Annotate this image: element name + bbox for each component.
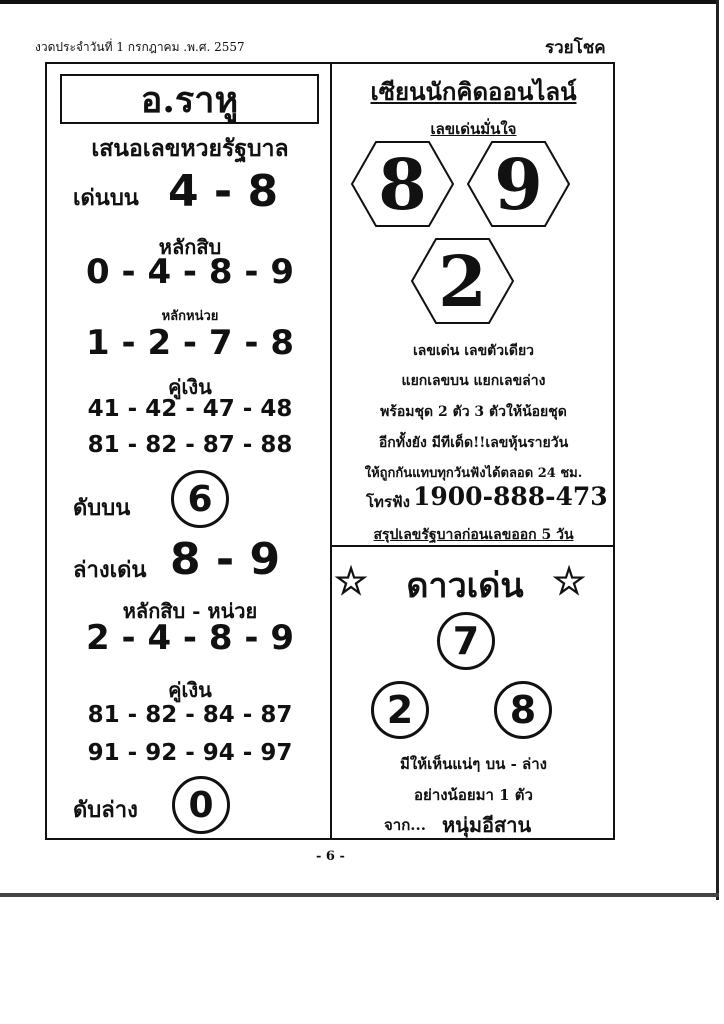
promo-line-2: แยกเลขบน แยกเลขล่าง — [401, 373, 546, 389]
page-number: - 6 - — [316, 849, 345, 864]
star-number-1: 7 — [452, 619, 480, 663]
hex-number-2-value: 9 — [494, 142, 543, 226]
star-section-title: ดาวเด่น — [406, 566, 524, 606]
logo-ajarn-rahu — [60, 74, 319, 124]
phone-number: 1900-888-473 — [413, 482, 608, 511]
author-name: หนุ่มอีสาน — [442, 813, 532, 837]
tens-units-value: 2 - 4 - 8 - 9 — [86, 618, 294, 658]
bottom-close-circle — [172, 776, 230, 834]
star-line-2: อย่างน้อยมา 1 ตัว — [414, 786, 533, 804]
star-number-circle-3 — [494, 681, 552, 739]
units-value: 1 - 2 - 7 - 8 — [86, 323, 294, 363]
pairs-label-bottom: คู่เงิน — [168, 678, 212, 702]
hex-number-1 — [350, 140, 455, 228]
pairs-row-3: 81 - 82 - 84 - 87 — [87, 702, 293, 728]
tens-label: หลักสิบ — [158, 235, 222, 259]
top-close-circle — [171, 470, 229, 528]
page-edge-bottom — [0, 893, 719, 897]
star-number-circle-1 — [437, 612, 495, 670]
top-lead-label: เด่นบน — [73, 185, 139, 211]
units-label: หลักหน่วย — [161, 309, 219, 324]
pairs-row-1: 41 - 42 - 47 - 48 — [87, 396, 293, 422]
bottom-close-label: ดับล่าง — [73, 797, 138, 823]
promo-line-4: อีกทั้งยัง มีทีเด็ด!!เลขหุ้นรายวัน — [378, 435, 569, 451]
star-number-2: 2 — [386, 688, 414, 732]
from-label: จาก... — [384, 816, 426, 834]
star-right-icon: ☆ — [552, 558, 587, 603]
pairs-label-top: คู่เงิน — [168, 375, 212, 399]
phone-label: โทรฟัง — [366, 493, 410, 511]
summary-line: สรุปเลขรัฐบาลก่อนเลขออก 5 วัน — [373, 527, 574, 543]
page-edge-right — [716, 0, 719, 900]
pairs-row-2: 81 - 82 - 87 - 88 — [87, 432, 293, 458]
issue-date: งวดประจำวันที่ 1 กรกฎาคม .พ.ศ. 2557 — [35, 40, 245, 54]
top-lead-value: 4 - 8 — [168, 166, 279, 217]
star-line-1: มีให้เห็นแน่ๆ บน - ล่าง — [400, 755, 547, 773]
promo-line-1: เลขเด่น เลขตัวเดียว — [412, 343, 535, 359]
bottom-lead-label: ล่างเด่น — [73, 557, 147, 583]
top-close-label: ดับบน — [73, 495, 131, 521]
star-number-3: 8 — [509, 688, 537, 732]
pairs-row-4: 91 - 92 - 94 - 97 — [87, 740, 293, 766]
top-close-value: 6 — [187, 478, 213, 520]
star-left-icon: ☆ — [334, 558, 369, 603]
hex-number-3 — [410, 237, 515, 325]
hex-number-1-value: 8 — [378, 142, 427, 226]
right-title: เซียนนักคิดออนไลน์ — [370, 77, 577, 106]
left-title: เสนอเลขหวยรัฐบาล — [91, 135, 289, 162]
promo-line-3: พร้อมชุด 2 ตัว 3 ตัวให้น้อยชุด — [380, 404, 567, 420]
brand-title: รวยโชค — [545, 38, 606, 58]
top-border-line — [0, 0, 716, 4]
star-number-circle-2 — [371, 681, 429, 739]
right-subtitle: เลขเด่นมั่นใจ — [430, 120, 517, 138]
tens-value: 0 - 4 - 8 - 9 — [86, 252, 294, 292]
hex-number-3-value: 2 — [438, 239, 487, 323]
bottom-close-value: 0 — [188, 784, 214, 826]
logo-text: อ.ราหู — [140, 78, 239, 121]
tens-units-label: หลักสิบ - หน่วย — [122, 599, 258, 623]
bottom-lead-value: 8 - 9 — [170, 534, 281, 585]
hex-number-2 — [466, 140, 571, 228]
promo-line-5: ให้ถูกกันแทบทุกวันฟังได้ตลอด 24 ชม. — [364, 466, 583, 481]
